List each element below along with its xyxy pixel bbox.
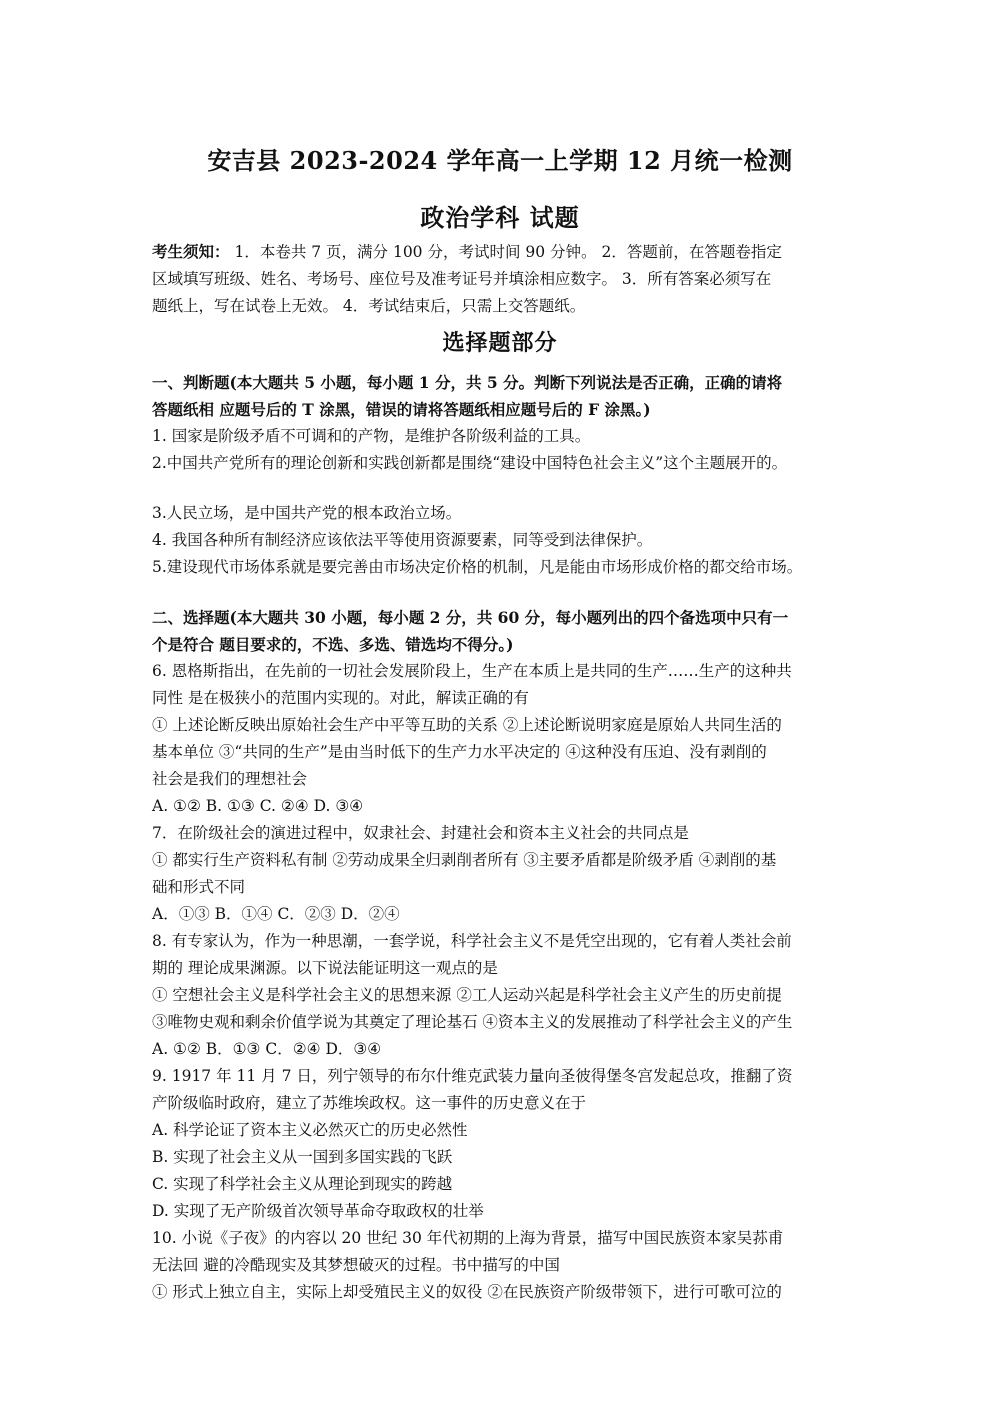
question-line: ① 形式上独立自主，实际上却受殖民主义的奴役 ②在民族资产阶级带领下，进行可歌可泣的 [152,1283,782,1301]
part-2-heading-line-1: 二、选择题(本大题共 30 小题，每小题 2 分，共 60 分，每小题列出的四个备选项中只有一 [152,608,789,627]
question-line: 产阶级临时政府，建立了苏维埃政权。这一事件的历史意义在于 [152,1094,587,1112]
question-1: 1. 国家是阶级矛盾不可调和的产物，是维护各阶级利益的工具。 [152,427,591,445]
answer-option: C. 实现了科学社会主义从理论到现实的跨越 [152,1175,453,1193]
part-2-heading-line-2: 个是符合 题目要求的，不选、多选、错选均不得分。) [152,635,514,654]
exam-subtitle: 政治学科 试题 [420,203,580,232]
answer-options: A. ①② B．①③ C．②④ D．③④ [152,1040,382,1058]
part-1-heading-line-2: 答题纸相 应题号后的 T 涂黑，错误的请将答题纸相应题号后的 F 涂黑。) [152,400,651,419]
answer-option: B. 实现了社会主义从一国到多国实践的飞跃 [152,1148,453,1166]
question-3: 3.人民立场，是中国共产党的根本政治立场。 [152,504,462,522]
part-1-continued [152,500,852,581]
part-2-multiple-choice [152,604,852,1306]
answer-option: A. 科学论证了资本主义必然灭亡的历史必然性 [152,1121,468,1139]
question-line: ③唯物史观和剩余价值学说为其奠定了理论基石 ④资本主义的发展推动了科学社会主义的产生 [152,1013,793,1031]
answer-option: D. 实现了无产阶级首次领导革命夺取政权的壮举 [152,1202,484,1220]
answer-options: A．①③ B．①④ C．②③ D．②④ [152,905,400,923]
question-line: ① 上述论断反映出原始社会生产中平等互助的关系 ②上述论断说明家庭是原始人共同生活的 [152,716,782,734]
notice-line-2: 区域填写班级、姓名、考场号、座位号及准考证号并填涂相应数字。 3．所有答案必须写在 [152,270,772,288]
question-line: ① 都实行生产资料私有制 ②劳动成果全归剥削者所有 ③主要矛盾都是阶级矛盾 ④剥削的基 [152,851,777,869]
question-2: 2.中国共产党所有的理论创新和实践创新都是围绕“建设中国特色社会主义”这个主题展开的。 [152,454,788,472]
question-line: 9. 1917 年 11 月 7 日，列宁领导的布尔什维克武装力量向圣彼得堡冬宫发起总攻，推翻了资 [152,1067,793,1085]
question-line: 8. 有专家认为，作为一种思潮，一套学说，科学社会主义不是凭空出现的，它有着人类社会前 [152,932,792,950]
part-1-heading-line-1: 一、判断题(本大题共 5 小题，每小题 1 分，共 5 分。判断下列说法是否正确，正确的请将 [152,373,783,392]
candidate-notice [152,238,852,320]
question-line: 6. 恩格斯指出，在先前的一切社会发展阶段上，生产在本质上是共同的生产……生产的这种共 [152,662,792,680]
question-line: 基本单位 ③“共同的生产”是由当时低下的生产力水平决定的 ④这种没有压迫、没有剥削的 [152,743,767,761]
notice-label: 考生须知： [152,242,230,261]
question-line: ① 空想社会主义是科学社会主义的思想来源 ②工人运动兴起是科学社会主义产生的历史前提 [152,986,782,1004]
question-4: 4. 我国各种所有制经济应该依法平等使用资源要素，同等受到法律保护。 [152,531,653,549]
notice-line-3: 题纸上，写在试卷上无效。 4．考试结束后，只需上交答题纸。 [152,297,586,315]
question-line: 无法回 避的冷酷现实及其梦想破灭的过程。书中描写的中国 [152,1256,560,1274]
question-line: 社会是我们的理想社会 [152,770,308,788]
notice-line-1-text: 1．本卷共 7 页，满分 100 分，考试时间 90 分钟。 2．答题前，在答题卷指定 [234,243,782,261]
exam-title: 安吉县 2023-2024 学年高一上学期 12 月统一检测 [207,146,793,175]
notice-line-1 [152,238,852,266]
question-line: 期的 理论成果渊源。以下说法能证明这一观点的是 [152,959,498,977]
question-5: 5.建设现代市场体系就是要完善由市场决定价格的机制，凡是能由市场形成价格的都交给市场。 [152,558,803,576]
question-line: 7．在阶级社会的演进过程中，奴隶社会、封建社会和资本主义社会的共同点是 [152,824,689,842]
question-line: 同性 是在极狭小的范围内实现的。对此，解读正确的有 [152,689,529,707]
answer-options: A. ①② B. ①③ C. ②④ D. ③④ [152,797,364,815]
section-title: 选择题部分 [442,330,558,356]
question-line: 础和形式不同 [152,878,246,896]
question-line: 10. 小说《子夜》的内容以 20 世纪 30 年代初期的上海为背景，描写中国民族资本家吴荪甫 [152,1229,784,1247]
part-1-true-false [152,369,852,477]
